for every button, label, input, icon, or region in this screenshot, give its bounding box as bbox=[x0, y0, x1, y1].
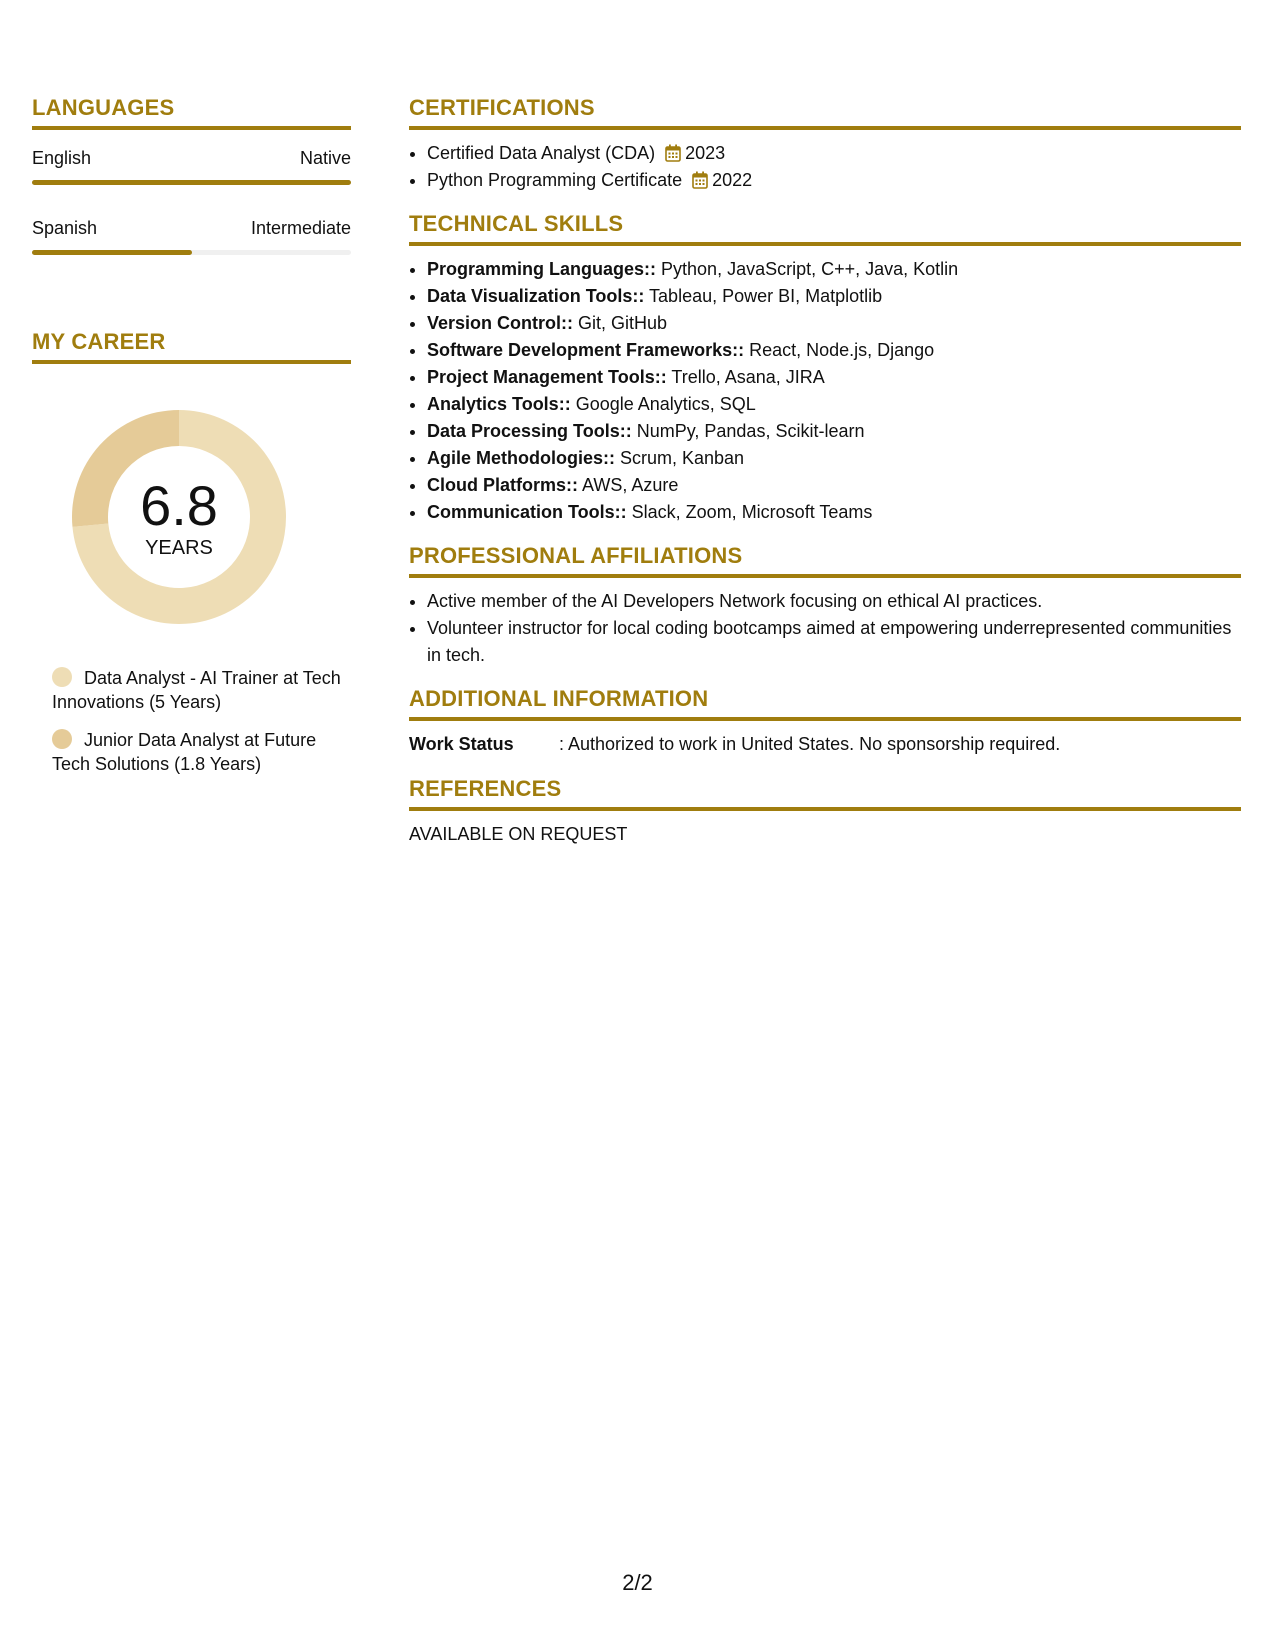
calendar-icon bbox=[665, 144, 681, 162]
skill-label: Version Control:: bbox=[427, 313, 574, 333]
skill-item bbox=[427, 283, 1241, 310]
skill-item bbox=[427, 256, 1241, 283]
certification-name: Certified Data Analyst (CDA) bbox=[427, 143, 656, 163]
skill-value: Git, GitHub bbox=[573, 313, 668, 333]
skill-label: Agile Methodologies:: bbox=[427, 448, 615, 468]
affiliations-title: PROFESSIONAL AFFILIATIONS bbox=[409, 542, 1241, 578]
career-total-unit: YEARS bbox=[145, 537, 213, 559]
skill-value: React, Node.js, Django bbox=[744, 340, 935, 360]
affiliations-list bbox=[409, 588, 1241, 669]
skill-value: Scrum, Kanban bbox=[615, 448, 745, 468]
career-section bbox=[32, 328, 351, 776]
skill-item bbox=[427, 418, 1241, 445]
skill-label: Project Management Tools:: bbox=[427, 367, 667, 387]
skill-item bbox=[427, 310, 1241, 337]
career-donut-chart bbox=[66, 404, 292, 630]
skill-item bbox=[427, 391, 1241, 418]
skill-item bbox=[427, 445, 1241, 472]
skill-value: Trello, Asana, JIRA bbox=[666, 367, 825, 387]
skill-label: Cloud Platforms:: bbox=[427, 475, 578, 495]
skill-value: Python, JavaScript, C++, Java, Kotlin bbox=[656, 259, 959, 279]
skill-label: Analytics Tools:: bbox=[427, 394, 571, 414]
language-proficiency-track bbox=[32, 180, 351, 185]
legend-label: Data Analyst - AI Trainer at Tech Innovations (5 Years) bbox=[52, 668, 341, 712]
skill-label: Software Development Frameworks:: bbox=[427, 340, 745, 360]
certification-name: Python Programming Certificate bbox=[427, 170, 683, 190]
skill-label: Communication Tools:: bbox=[427, 502, 627, 522]
skill-label: Programming Languages:: bbox=[427, 259, 657, 279]
references-title: REFERENCES bbox=[409, 775, 1241, 811]
languages-title: LANGUAGES bbox=[32, 94, 351, 130]
skill-value: NumPy, Pandas, Scikit-learn bbox=[631, 421, 865, 441]
certification-year: 2022 bbox=[712, 170, 753, 190]
references-text: AVAILABLE ON REQUEST bbox=[409, 824, 628, 844]
certification-item bbox=[427, 167, 1241, 194]
skill-value: Google Analytics, SQL bbox=[570, 394, 756, 414]
certification-year: 2023 bbox=[685, 143, 726, 163]
additional-info-title: ADDITIONAL INFORMATION bbox=[409, 685, 1241, 721]
certifications-title: CERTIFICATIONS bbox=[409, 94, 1241, 130]
skill-label: Data Visualization Tools:: bbox=[427, 286, 645, 306]
legend-item bbox=[52, 728, 351, 776]
work-status-row bbox=[409, 731, 1241, 761]
language-level: Native bbox=[299, 148, 351, 168]
affiliations-section bbox=[409, 542, 1241, 669]
references-section bbox=[409, 775, 1241, 848]
language-row-spanish bbox=[32, 210, 351, 262]
certifications-list bbox=[409, 140, 1241, 194]
language-row-english bbox=[32, 140, 351, 192]
technical-skills-section bbox=[409, 210, 1241, 526]
page-number: 2/2 bbox=[622, 1570, 653, 1595]
languages-section bbox=[32, 94, 351, 262]
left-column bbox=[32, 94, 351, 790]
skill-label: Data Processing Tools:: bbox=[427, 421, 632, 441]
affiliation-item: • Active member of the AI Developers Network focusing on ethical AI practices. bbox=[427, 588, 1241, 615]
right-column bbox=[409, 94, 1241, 848]
affiliation-item: • Volunteer instructor for local coding bootcamps aimed at empowering underrepresented communities in tech. bbox=[427, 615, 1241, 669]
language-level: Intermediate bbox=[250, 218, 351, 238]
certifications-section bbox=[409, 94, 1241, 194]
donut-center bbox=[66, 476, 292, 560]
technical-skills-title: TECHNICAL SKILLS bbox=[409, 210, 1241, 246]
language-name: Spanish bbox=[32, 218, 98, 238]
technical-skills-list bbox=[409, 256, 1241, 526]
skill-value: Tableau, Power BI, Matplotlib bbox=[644, 286, 883, 306]
legend-swatch bbox=[52, 667, 72, 687]
language-proficiency-track bbox=[32, 250, 351, 255]
skill-item bbox=[427, 499, 1241, 526]
language-name: English bbox=[32, 148, 92, 168]
language-proficiency-bar bbox=[32, 180, 351, 185]
skill-value: AWS, Azure bbox=[578, 475, 679, 495]
skill-value: Slack, Zoom, Microsoft Teams bbox=[626, 502, 873, 522]
certification-item bbox=[427, 140, 1241, 167]
skill-item bbox=[427, 472, 1241, 499]
legend-item bbox=[52, 666, 351, 714]
language-proficiency-bar bbox=[32, 250, 192, 255]
career-total-years: 6.8 bbox=[140, 474, 218, 537]
skill-item bbox=[427, 337, 1241, 364]
work-status-value: : Authorized to work in United States. No sponsorship required. bbox=[559, 734, 1061, 754]
legend-label: Junior Data Analyst at Future Tech Solutions (1.8 Years) bbox=[52, 730, 317, 774]
calendar-icon bbox=[692, 171, 708, 189]
skill-item bbox=[427, 364, 1241, 391]
career-title: MY CAREER bbox=[32, 328, 351, 364]
career-legend bbox=[52, 666, 351, 776]
legend-swatch bbox=[52, 729, 72, 749]
work-status-label: Work Status bbox=[409, 734, 514, 754]
additional-info-section bbox=[409, 685, 1241, 761]
